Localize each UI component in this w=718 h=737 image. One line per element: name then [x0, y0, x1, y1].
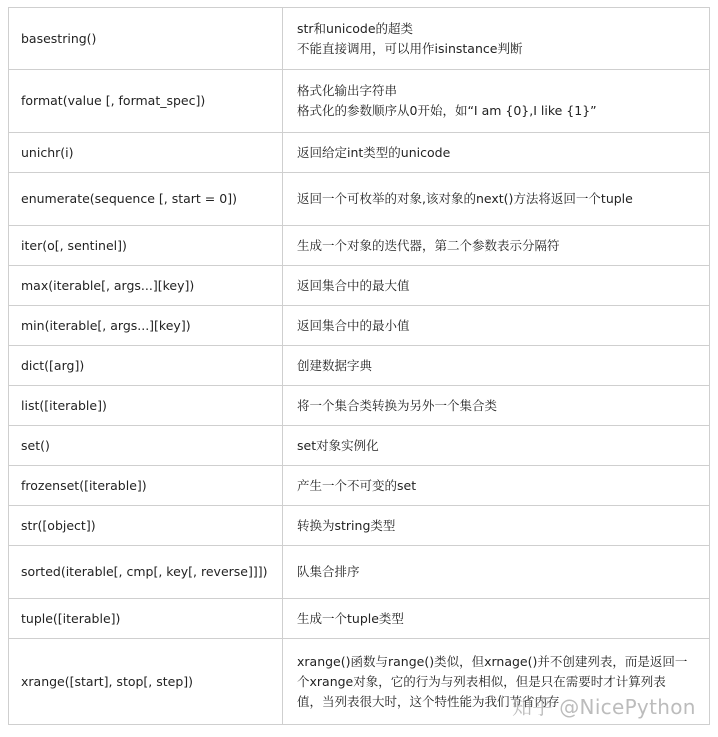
description-line: 值，当列表很大时，这个特性能为我们节省内存 [297, 693, 560, 709]
function-description [283, 546, 710, 599]
table-row [9, 506, 710, 546]
description-line: set对象实例化 [297, 437, 379, 453]
table-row [9, 546, 710, 599]
function-signature: max(iterable[, args...][key]) [9, 266, 283, 306]
function-description [283, 133, 710, 173]
function-signature: enumerate(sequence [, start = 0]) [9, 173, 283, 226]
table-row [9, 226, 710, 266]
function-description [283, 226, 710, 266]
description-line: 格式化的参数顺序从0开始，如“I am {0},I like {1}” [297, 103, 597, 118]
function-description [283, 506, 710, 546]
table-row [9, 306, 710, 346]
function-signature: unichr(i) [9, 133, 283, 173]
description-line: str和unicode的超类 [297, 20, 414, 36]
description-line: 将一个集合类转换为另外一个集合类 [297, 397, 498, 413]
function-description [283, 266, 710, 306]
description-line: 返回集合中的最小值 [297, 317, 410, 333]
function-signature: xrange([start], stop[, step]) [9, 639, 283, 725]
table-row [9, 8, 710, 70]
function-description [283, 306, 710, 346]
function-signature: iter(o[, sentinel]) [9, 226, 283, 266]
description-line: 转换为string类型 [297, 517, 396, 533]
function-description [283, 70, 710, 133]
table-row [9, 346, 710, 386]
function-signature: list([iterable]) [9, 386, 283, 426]
function-description [283, 426, 710, 466]
description-line: 生成一个对象的迭代器，第二个参数表示分隔符 [297, 237, 560, 253]
function-description [283, 386, 710, 426]
table-row [9, 70, 710, 133]
function-signature: sorted(iterable[, cmp[, key[, reverse]]]) [9, 546, 283, 599]
function-description [283, 346, 710, 386]
function-signature: tuple([iterable]) [9, 599, 283, 639]
description-line: 返回一个可枚举的对象,该对象的next()方法将返回一个tuple [297, 191, 633, 206]
description-line: 队集合排序 [297, 564, 360, 579]
description-line: 不能直接调用，可以用作isinstance判断 [297, 40, 523, 56]
function-description [283, 8, 710, 70]
function-signature: format(value [, format_spec]) [9, 70, 283, 133]
function-table-body [9, 8, 710, 725]
table-row [9, 173, 710, 226]
function-signature: min(iterable[, args...][key]) [9, 306, 283, 346]
description-line: 生成一个tuple类型 [297, 610, 404, 626]
table-row [9, 426, 710, 466]
description-line: 返回给定int类型的unicode [297, 144, 451, 160]
function-signature: frozenset([iterable]) [9, 466, 283, 506]
table-row [9, 386, 710, 426]
function-table [8, 7, 710, 725]
table-row [9, 133, 710, 173]
description-line: 创建数据字典 [297, 357, 373, 373]
table-row [9, 466, 710, 506]
watermark: 知乎 @NicePython [512, 695, 696, 719]
description-line: xrange()函数与range()类似，但xrnage()并不创建列表，而是返回一 [297, 653, 688, 669]
description-line: 产生一个不可变的set [297, 477, 417, 493]
description-line: 返回集合中的最大值 [297, 277, 410, 293]
table-row [9, 266, 710, 306]
function-signature: set() [9, 426, 283, 466]
function-signature: str([object]) [9, 506, 283, 546]
description-line: 格式化输出字符串 [297, 83, 398, 98]
function-description [283, 466, 710, 506]
description-line: 个xrange对象，它的行为与列表相似，但是只在需要时才计算列表 [297, 673, 666, 689]
table-row [9, 599, 710, 639]
function-description [283, 173, 710, 226]
function-signature: basestring() [9, 8, 283, 70]
function-description [283, 599, 710, 639]
function-signature: dict([arg]) [9, 346, 283, 386]
